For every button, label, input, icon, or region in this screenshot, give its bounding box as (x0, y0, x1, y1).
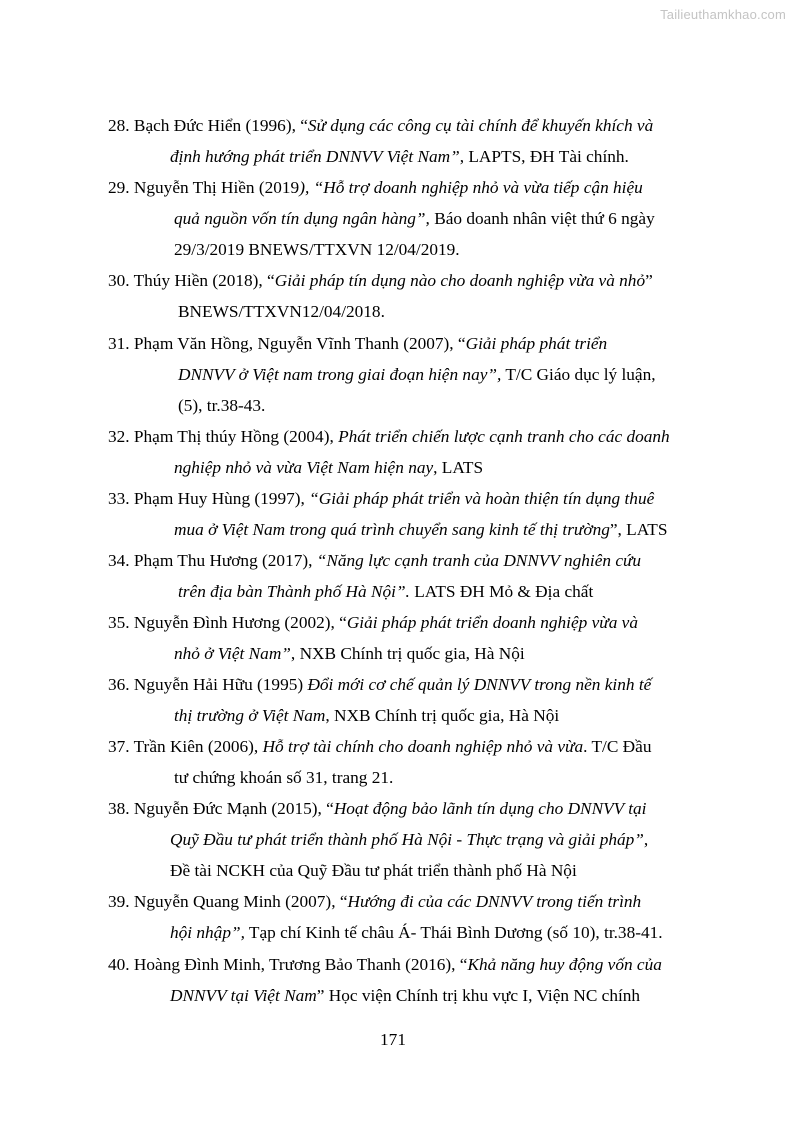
reference-line (178, 302, 385, 322)
reference-text: ” (645, 271, 653, 290)
reference-text: BNEWS/TTXVN12/04/2018. (178, 302, 385, 321)
reference-italic-text: Hỗ trợ tài chính cho doanh nghiệp nhỏ và vừa (262, 737, 584, 756)
reference-line (108, 955, 662, 975)
reference-text: ”, LATS (609, 520, 668, 539)
reference-italic-text: nghiệp nhỏ và vừa Việt Nam hiện nay (174, 458, 434, 477)
reference-text: 32. Phạm Thị thúy Hồng (2004), (108, 427, 339, 446)
reference-line (108, 892, 641, 912)
reference-text: LATS ĐH Mỏ & Địa chất (409, 582, 594, 601)
reference-line (108, 737, 651, 757)
reference-line (178, 582, 593, 602)
reference-text: 39. Nguyễn Quang Minh (2007), “ (108, 892, 348, 911)
reference-text: 37. Trần Kiên (2006), (108, 737, 263, 756)
reference-text: . T/C Đầu (583, 737, 652, 756)
reference-italic-text: “Năng lực cạnh tranh của DNNVV nghiên cứu (316, 551, 642, 570)
reference-text: 36. Nguyễn Hải Hữu (1995) (108, 675, 308, 694)
reference-italic-text: định hướng phát triển DNNVV Việt Nam” (170, 147, 460, 166)
reference-text: , NXB Chính trị quốc gia, Hà Nội (325, 706, 560, 725)
reference-line (174, 520, 667, 540)
reference-line (170, 923, 663, 943)
reference-line (108, 489, 654, 509)
reference-text: 28. Bạch Đức Hiển (1996), “ (108, 116, 308, 135)
reference-italic-text: mua ở Việt Nam trong quá trình chuyển sang kinh tế thị trường (174, 520, 610, 539)
reference-line (174, 240, 460, 260)
reference-line (174, 458, 483, 478)
reference-text: ” Học viện Chính trị khu vực I, Viện NC chính (316, 986, 641, 1005)
reference-line (108, 334, 607, 354)
reference-italic-text: nhỏ ở Việt Nam” (174, 644, 291, 663)
reference-italic-text: Sử dụng các công cụ tài chính để khuyến khích và (307, 116, 654, 135)
reference-line (170, 861, 577, 881)
reference-line (108, 613, 638, 633)
reference-line (174, 644, 525, 664)
reference-line (170, 147, 629, 167)
reference-italic-text: Đổi mới cơ chế quản lý DNNVV trong nền kinh tế (307, 675, 652, 694)
reference-line (170, 986, 640, 1006)
reference-line (108, 178, 643, 198)
reference-italic-text: Hướng đi của các DNNVV trong tiến trình (347, 892, 642, 911)
reference-italic-text: hội nhập”, (170, 923, 245, 942)
reference-line (108, 271, 653, 291)
reference-text: T/C Giáo dục lý luận, (501, 365, 656, 384)
reference-line (174, 768, 393, 788)
reference-italic-text: DNNVV ở Việt nam trong giai đoạn hiện nay”, (178, 365, 502, 384)
reference-text: , (643, 830, 649, 849)
reference-text: (5), tr.38-43. (178, 396, 266, 415)
reference-text: 31. Phạm Văn Hồng, Nguyễn Vĩnh Thanh (2007), “ (108, 334, 466, 353)
reference-italic-text: “Giải pháp phát triển và hoàn thiện tín dụng thuê (309, 489, 655, 508)
reference-text: Báo doanh nhân việt thứ 6 ngày (429, 209, 655, 228)
reference-text: 33. Phạm Huy Hùng (1997), (108, 489, 310, 508)
reference-text: 34. Phạm Thu Hương (2017), (108, 551, 317, 570)
reference-text: 29/3/2019 BNEWS/TTXVN 12/04/2019. (174, 240, 460, 259)
reference-line (108, 116, 653, 136)
reference-line (108, 799, 646, 819)
reference-text: Đề tài NCKH của Quỹ Đầu tư phát triển thành phố Hà Nội (170, 861, 577, 880)
reference-text: , LAPTS, ĐH Tài chính. (459, 147, 629, 166)
reference-italic-text: Khả năng huy động vốn của (467, 955, 662, 974)
reference-line (108, 427, 670, 447)
watermark: Tailieuthamkhao.com (660, 7, 786, 22)
reference-text: tư chứng khoán số 31, trang 21. (174, 768, 394, 787)
reference-italic-text: trên địa bàn Thành phố Hà Nội”. (178, 582, 410, 601)
reference-line (178, 396, 265, 416)
reference-italic-text: quả nguồn vốn tín dụng ngân hàng”, (174, 209, 430, 228)
reference-italic-text: thị trường ở Việt Nam (174, 706, 326, 725)
reference-italic-text: Giải pháp phát triển doanh nghiệp vừa và (346, 613, 638, 632)
reference-text: 30. Thúy Hiền (2018), “ (108, 271, 275, 290)
reference-text: , NXB Chính trị quốc gia, Hà Nội (290, 644, 525, 663)
reference-text: 35. Nguyễn Đình Hương (2002), “ (108, 613, 347, 632)
reference-italic-text: DNNVV tại Việt Nam (170, 986, 317, 1005)
reference-text: , LATS (433, 458, 484, 477)
reference-italic-text: Quỹ Đầu tư phát triển thành phố Hà Nội - Thực trạng và giải pháp” (170, 830, 644, 849)
reference-line (178, 365, 656, 385)
reference-line (108, 675, 651, 695)
reference-italic-text: Hoạt động bảo lãnh tín dụng cho DNNVV tại (333, 799, 647, 818)
reference-text: 38. Nguyễn Đức Mạnh (2015), “ (108, 799, 334, 818)
reference-italic-text: Phát triển chiến lược cạnh tranh cho các doanh (338, 427, 670, 446)
reference-text: 29. Nguyễn Thị Hiền (2019 (108, 178, 300, 197)
reference-italic-text: Giải pháp phát triển (465, 334, 608, 353)
reference-text: Tạp chí Kinh tế châu Á- Thái Bình Dương (số 10), tr.38-41. (244, 923, 663, 942)
reference-line (174, 209, 655, 229)
reference-line (174, 706, 559, 726)
reference-italic-text: ), “Hỗ trợ doanh nghiệp nhỏ và vừa tiếp cận hiệu (299, 178, 643, 197)
reference-text: 40. Hoàng Đình Minh, Trương Bảo Thanh (2016), “ (108, 955, 468, 974)
reference-italic-text: Giải pháp tín dụng nào cho doanh nghiệp vừa và nhỏ (274, 271, 646, 290)
page-number: 171 (380, 1030, 406, 1049)
reference-line (170, 830, 648, 850)
reference-line (108, 551, 641, 571)
